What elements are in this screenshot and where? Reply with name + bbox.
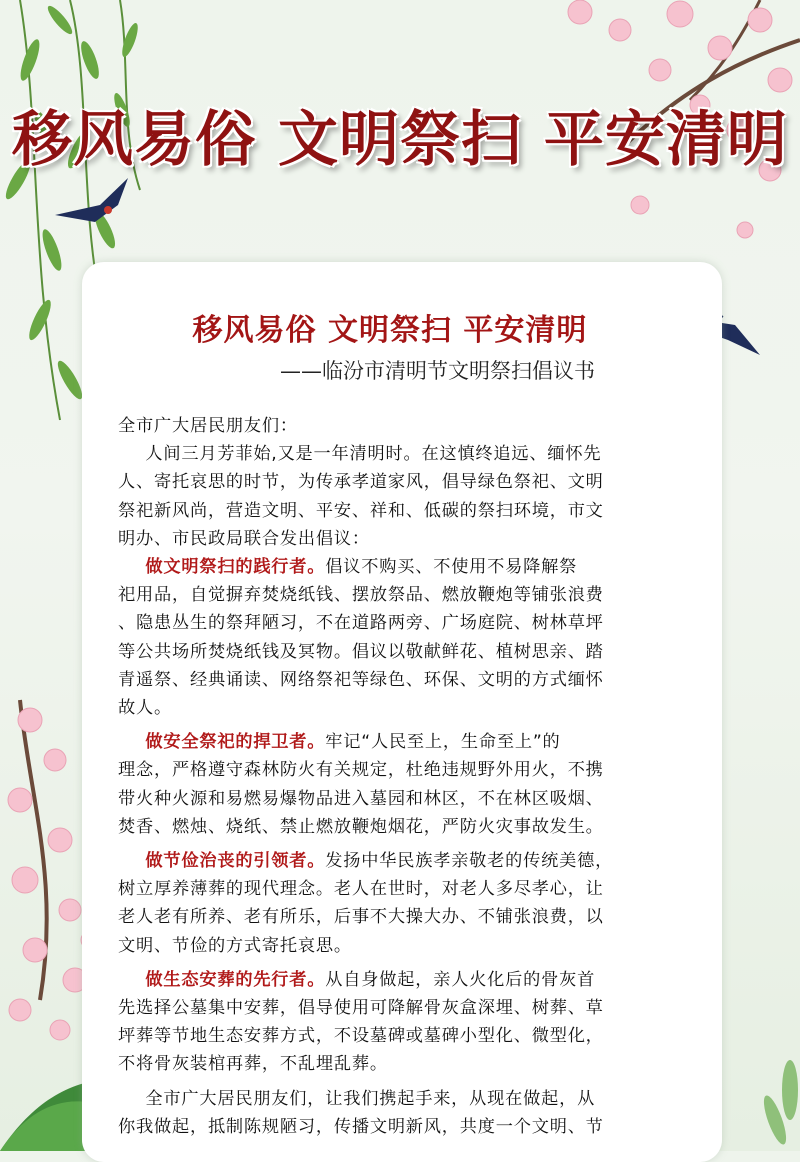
- closing-line: 全市广大居民朋友们，让我们携起手来，从现在做起，从: [145, 1088, 596, 1109]
- intro-line: 明办、市民政局联合发出倡议：: [118, 528, 370, 549]
- section-heading: 做安全祭祀的捍卫者。: [145, 732, 326, 753]
- section-line: 、隐患丛生的祭拜陋习，不在道路两旁、广场庭院、树林草坪: [118, 613, 604, 634]
- swallow-bird-illustration: [55, 178, 128, 222]
- intro-line: 人、寄托哀思的时节，为传承孝道家风，倡导绿色祭祀、文明: [118, 472, 604, 493]
- section-line: 等公共场所焚烧纸钱及冥物。倡议以敬献鲜花、植树思亲、踏: [118, 641, 604, 662]
- card-title: 移风易俗 文明祭扫 平安清明: [192, 313, 588, 348]
- poster-main-title: 移风易俗 文明祭扫 平安清明: [12, 105, 788, 175]
- section-first-line: 做节俭治丧的引领者。发扬中华民族孝亲敬老的传统美德，: [145, 851, 614, 872]
- proposal-body: [118, 412, 698, 1141]
- section-first-line: 做生态安葬的先行者。从自身做起，亲人火化后的骨灰首: [145, 969, 596, 990]
- section-first-line: 做文明祭扫的践行者。倡议不购买、不使用不易降解祭: [145, 557, 578, 578]
- section-line: 老人老有所养、老有所乐，后事不大操大办、不铺张浪费，以: [118, 907, 604, 928]
- section-line: 故人。: [118, 698, 172, 719]
- section-line: 先选择公墓集中安葬，倡导使用可降解骨灰盒深埋、树葬、草: [118, 998, 604, 1019]
- section-line: 带火种火源和易燃易爆物品进入墓园和林区，不在林区吸烟、: [118, 788, 604, 809]
- card-subtitle: ——临汾市清明节文明祭扫倡议书: [280, 359, 595, 383]
- plant-illustration: [760, 1060, 798, 1147]
- section-heading: 做文明祭扫的践行者。: [145, 557, 326, 578]
- section-line: 祀用品，自觉摒弃焚烧纸钱、摆放祭品、燃放鞭炮等铺张浪费: [118, 585, 604, 606]
- section-line: 不将骨灰装棺再葬，不乱埋乱葬。: [118, 1054, 388, 1075]
- section-line: 树立厚养薄葬的现代理念。老人在世时，对老人多尽孝心，让: [118, 879, 604, 900]
- section-first-line: 做安全祭祀的捍卫者。牢记“人民至上，生命至上”的: [145, 732, 561, 753]
- greeting-line: 全市广大居民朋友们：: [118, 416, 298, 436]
- section-heading: 做生态安葬的先行者。: [145, 969, 326, 990]
- section-line: 青遥祭、经典诵读、网络祭祀等绿色、环保、文明的方式缅怀: [118, 669, 604, 690]
- section-line: 坪葬等节地生态安葬方式，不设墓碑或墓碑小型化、微型化，: [118, 1026, 604, 1047]
- section-line: 焚香、燃烛、烧纸、禁止燃放鞭炮烟花，严防火灾事故发生。: [118, 816, 604, 837]
- section-line: 文明、节俭的方式寄托哀思。: [118, 935, 352, 956]
- intro-line: 人间三月芳菲始,又是一年清明时。在这慎终追远、缅怀先: [145, 444, 602, 465]
- intro-line: 祭祀新风尚，营造文明、平安、祥和、低碳的祭扫环境，市文: [118, 500, 604, 521]
- section-heading: 做节俭治丧的引领者。: [145, 851, 326, 872]
- section-line: 理念，严格遵守森林防火有关规定，杜绝违规野外用火，不携: [118, 760, 604, 781]
- closing-line: 你我做起，抵制陈规陋习，传播文明新风，共度一个文明、节: [118, 1116, 604, 1137]
